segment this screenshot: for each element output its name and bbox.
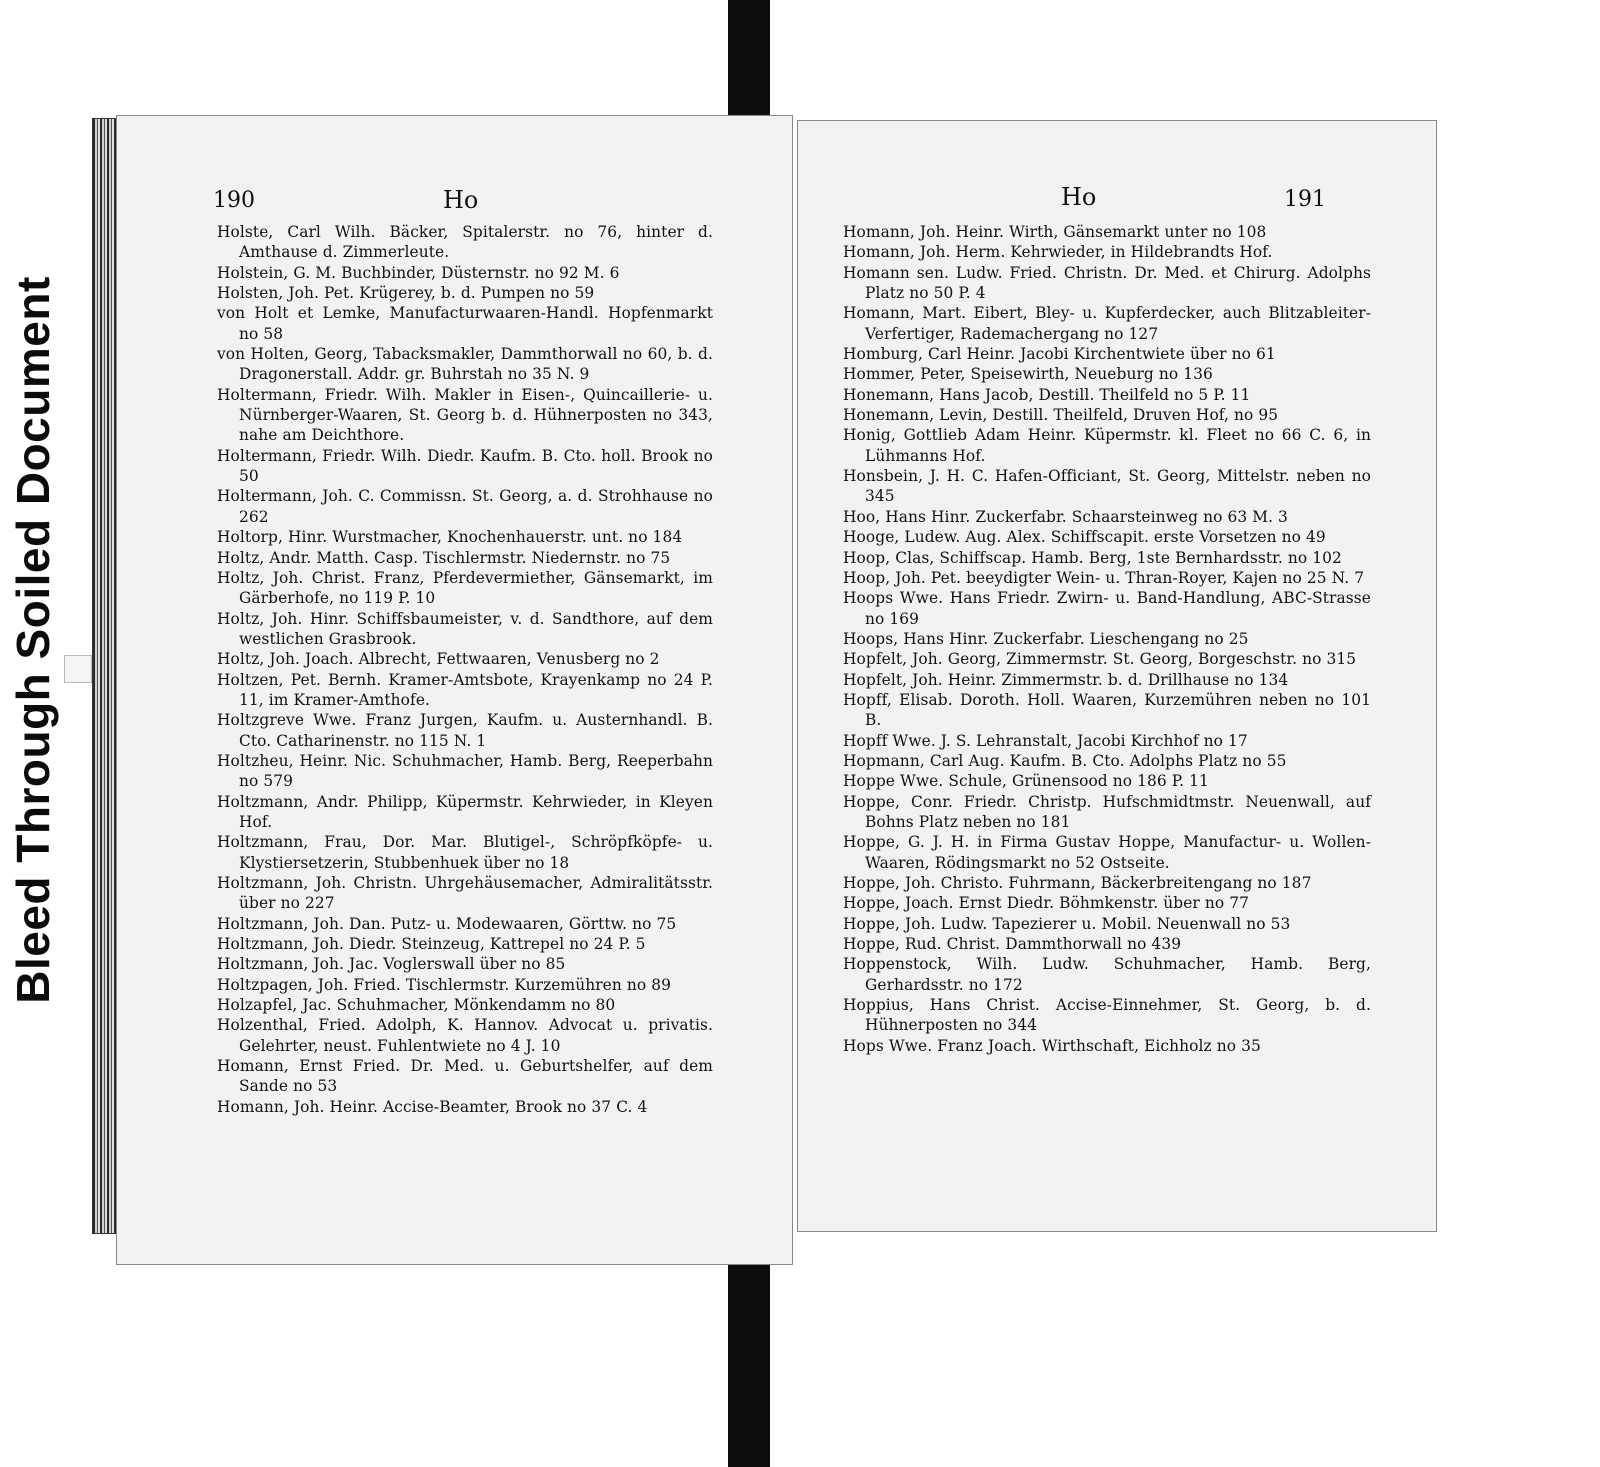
directory-entry: Holtzmann, Joh. Dan. Putz- u. Modewaaren, Görttw. no 75	[217, 914, 677, 933]
directory-entry: Holtz, Andr. Matth. Casp. Tischlermstr. Niedernstr. no 75	[217, 548, 671, 567]
directory-entry: Hoppe, Rud. Christ. Dammthorwall no 439	[843, 935, 1182, 954]
directory-entry: Hoppe, G. J. H. in Firma Gustav Hoppe, Manufactur- u. Wollen-Waaren, Rödingsmarkt no 52 Ostseite.	[843, 833, 1371, 872]
directory-entry: Hoo, Hans Hinr. Zuckerfabr. Schaarsteinweg no 63 M. 3	[843, 507, 1288, 526]
directory-entry: Honemann, Hans Jacob, Destill. Theilfeld no 5 P. 11	[843, 385, 1251, 404]
directory-entry: Homburg, Carl Heinr. Jacobi Kirchentwiete über no 61	[843, 345, 1276, 364]
directory-entry: Holtz, Joh. Hinr. Schiffsbaumeister, v. d. Sandthore, auf dem westlichen Grasbrook.	[217, 609, 713, 648]
directory-entry: Hoops, Hans Hinr. Zuckerfabr. Lieschengang no 25	[843, 629, 1249, 648]
directory-entry: Homann, Joh. Heinr. Wirth, Gänsemarkt unter no 108	[843, 223, 1267, 241]
directory-entry: Homann sen. Ludw. Fried. Christn. Dr. Med. et Chirurg. Adolphs Platz no 50 P. 4	[843, 263, 1371, 303]
left-page-header: Ho	[443, 186, 479, 214]
directory-entry: Homann, Mart. Eibert, Bley- u. Kupferdecker, auch Blitzableiter-Verfertiger, Rademachergang no 127	[843, 304, 1371, 343]
directory-entry: von Holten, Georg, Tabacksmakler, Dammthorwall no 60, b. d. Dragonerstall. Addr. gr. Buhrstah no 35 N. 9	[217, 345, 713, 384]
directory-entry: Holzapfel, Jac. Schuhmacher, Mönkendamm no 80	[217, 996, 616, 1015]
directory-entry: Holsten, Joh. Pet. Krügerey, b. d. Pumpen no 59	[217, 284, 595, 303]
directory-entry: Hopff Wwe. J. S. Lehranstalt, Jacobi Kirchhof no 17	[843, 731, 1248, 750]
directory-entry: Hoppe, Conr. Friedr. Christp. Hufschmidtmstr. Neuenwall, auf Bohns Platz neben no 181	[843, 792, 1371, 831]
directory-entry: Hops Wwe. Franz Joach. Wirthschaft, Eichholz no 35	[843, 1036, 1261, 1055]
directory-entry: Honsbein, J. H. C. Hafen-Officiant, St. Georg, Mittelstr. neben no 345	[843, 467, 1371, 506]
directory-entry: Holtzheu, Heinr. Nic. Schuhmacher, Hamb. Berg, Reeperbahn no 579	[217, 751, 713, 791]
left-page	[116, 115, 793, 1265]
directory-entry: Hoppenstock, Wilh. Ludw. Schuhmacher, Hamb. Berg, Gerhardsstr. no 172	[843, 955, 1371, 994]
directory-entry: Hommer, Peter, Speisewirth, Neueburg no 136	[843, 365, 1213, 384]
left-entry-list	[217, 222, 713, 1117]
directory-entry: Holzenthal, Fried. Adolph, K. Hannov. Advocat u. privatis. Gelehrter, neust. Fuhlentwiete no 4 J. 10	[217, 1016, 713, 1055]
directory-entry: Homann, Joh. Heinr. Accise-Beamter, Brook no 37 C. 4	[217, 1097, 648, 1116]
directory-entry: Holtorp, Hinr. Wurstmacher, Knochenhauerstr. unt. no 184	[217, 528, 683, 547]
directory-entry: Holtermann, Friedr. Wilh. Diedr. Kaufm. B. Cto. holl. Brook no 50	[217, 446, 713, 486]
right-page-header: Ho	[1061, 183, 1097, 211]
directory-entry: Hoppe, Joh. Ludw. Tapezierer u. Mobil. Neuenwall no 53	[843, 914, 1291, 933]
directory-entry: Holstein, G. M. Buchbinder, Düsternstr. no 92 M. 6	[217, 263, 620, 282]
directory-entry: Honemann, Levin, Destill. Theilfeld, Druven Hof, no 95	[843, 406, 1279, 425]
directory-entry: Hopfelt, Joh. Georg, Zimmermstr. St. Georg, Borgeschstr. no 315	[843, 650, 1357, 669]
directory-entry: Hoop, Clas, Schiffscap. Hamb. Berg, 1ste Bernhardsstr. no 102	[843, 548, 1342, 567]
directory-entry: Hopmann, Carl Aug. Kaufm. B. Cto. Adolphs Platz no 55	[843, 751, 1287, 770]
directory-entry: Hoppe, Joach. Ernst Diedr. Böhmkenstr. über no 77	[843, 894, 1250, 913]
directory-entry: Hopff, Elisab. Doroth. Holl. Waaren, Kurzemühren neben no 101 B.	[843, 690, 1371, 730]
directory-entry: Holtzmann, Joh. Jac. Voglerswall über no 85	[217, 955, 566, 974]
directory-entry: Holtz, Joh. Joach. Albrecht, Fettwaaren, Venusberg no 2	[217, 650, 660, 669]
left-page-number: 190	[213, 188, 255, 213]
directory-entry: Homann, Ernst Fried. Dr. Med. u. Geburtshelfer, auf dem Sande no 53	[217, 1057, 713, 1096]
directory-entry: Holtzmann, Frau, Dor. Mar. Blutigel-, Schröpfköpfe- u. Klystiersetzerin, Stubbenhuek über no 18	[217, 833, 713, 872]
directory-entry: Holtzmann, Joh. Diedr. Steinzeug, Kattrepel no 24 P. 5	[217, 935, 646, 954]
directory-entry: Hoppe Wwe. Schule, Grünensood no 186 P. 11	[843, 772, 1209, 791]
directory-entry: Homann, Joh. Herm. Kehrwieder, in Hildebrandts Hof.	[843, 243, 1273, 262]
directory-entry: von Holt et Lemke, Manufacturwaaren-Handl. Hopfenmarkt no 58	[217, 304, 713, 343]
side-label-text: Bleed Through Soiled Document	[7, 276, 59, 1004]
right-entry-list	[843, 222, 1371, 1056]
tab-marker	[64, 655, 92, 683]
directory-entry: Honig, Gottlieb Adam Heinr. Küpermstr. kl. Fleet no 66 C. 6, in Lühmanns Hof.	[843, 426, 1371, 465]
directory-entry: Hoops Wwe. Hans Friedr. Zwirn- u. Band-Handlung, ABC-Strasse no 169	[843, 589, 1371, 628]
right-page-number: 191	[1284, 187, 1326, 212]
directory-entry: Hoop, Joh. Pet. beeydigter Wein- u. Thran-Royer, Kajen no 25 N. 7	[843, 568, 1365, 587]
directory-entry: Holtzmann, Andr. Philipp, Küpermstr. Kehrwieder, in Kleyen Hof.	[217, 792, 713, 831]
directory-entry: Hoppe, Joh. Christo. Fuhrmann, Bäckerbreitengang no 187	[843, 874, 1312, 892]
directory-entry: Holtzgreve Wwe. Franz Jurgen, Kaufm. u. Austernhandl. B. Cto. Catharinenstr. no 115 N. 1	[217, 711, 713, 750]
directory-entry: Hopfelt, Joh. Heinr. Zimmermstr. b. d. Drillhause no 134	[843, 670, 1289, 689]
directory-entry: Holtzmann, Joh. Christn. Uhrgehäusemacher, Admiralitätsstr. über no 227	[217, 874, 713, 913]
directory-entry: Holtzen, Pet. Bernh. Kramer-Amtsbote, Krayenkamp no 24 P. 11, im Kramer-Amthofe.	[217, 670, 713, 709]
directory-entry: Holste, Carl Wilh. Bäcker, Spitalerstr. no 76, hinter d. Amthause d. Zimmerleute.	[217, 223, 713, 262]
directory-entry: Holtermann, Friedr. Wilh. Makler in Eisen-, Quincaillerie- u. Nürnberger-Waaren, St. Georg b. d. Hühnerposten no 343, nahe am Deichthore.	[217, 385, 713, 445]
side-label	[6, 135, 60, 1145]
right-page	[797, 120, 1437, 1232]
directory-entry: Hoppius, Hans Christ. Accise-Einnehmer, St. Georg, b. d. Hühnerposten no 344	[843, 996, 1371, 1035]
directory-entry: Holtz, Joh. Christ. Franz, Pferdevermiether, Gänsemarkt, im Gärberhofe, no 119 P. 10	[217, 568, 713, 608]
directory-entry: Hooge, Ludew. Aug. Alex. Schiffscapit. erste Vorsetzen no 49	[843, 528, 1326, 547]
directory-entry: Holtermann, Joh. C. Commissn. St. Georg, a. d. Strohhause no 262	[217, 487, 713, 526]
directory-entry: Holtzpagen, Joh. Fried. Tischlermstr. Kurzemühren no 89	[217, 975, 672, 994]
